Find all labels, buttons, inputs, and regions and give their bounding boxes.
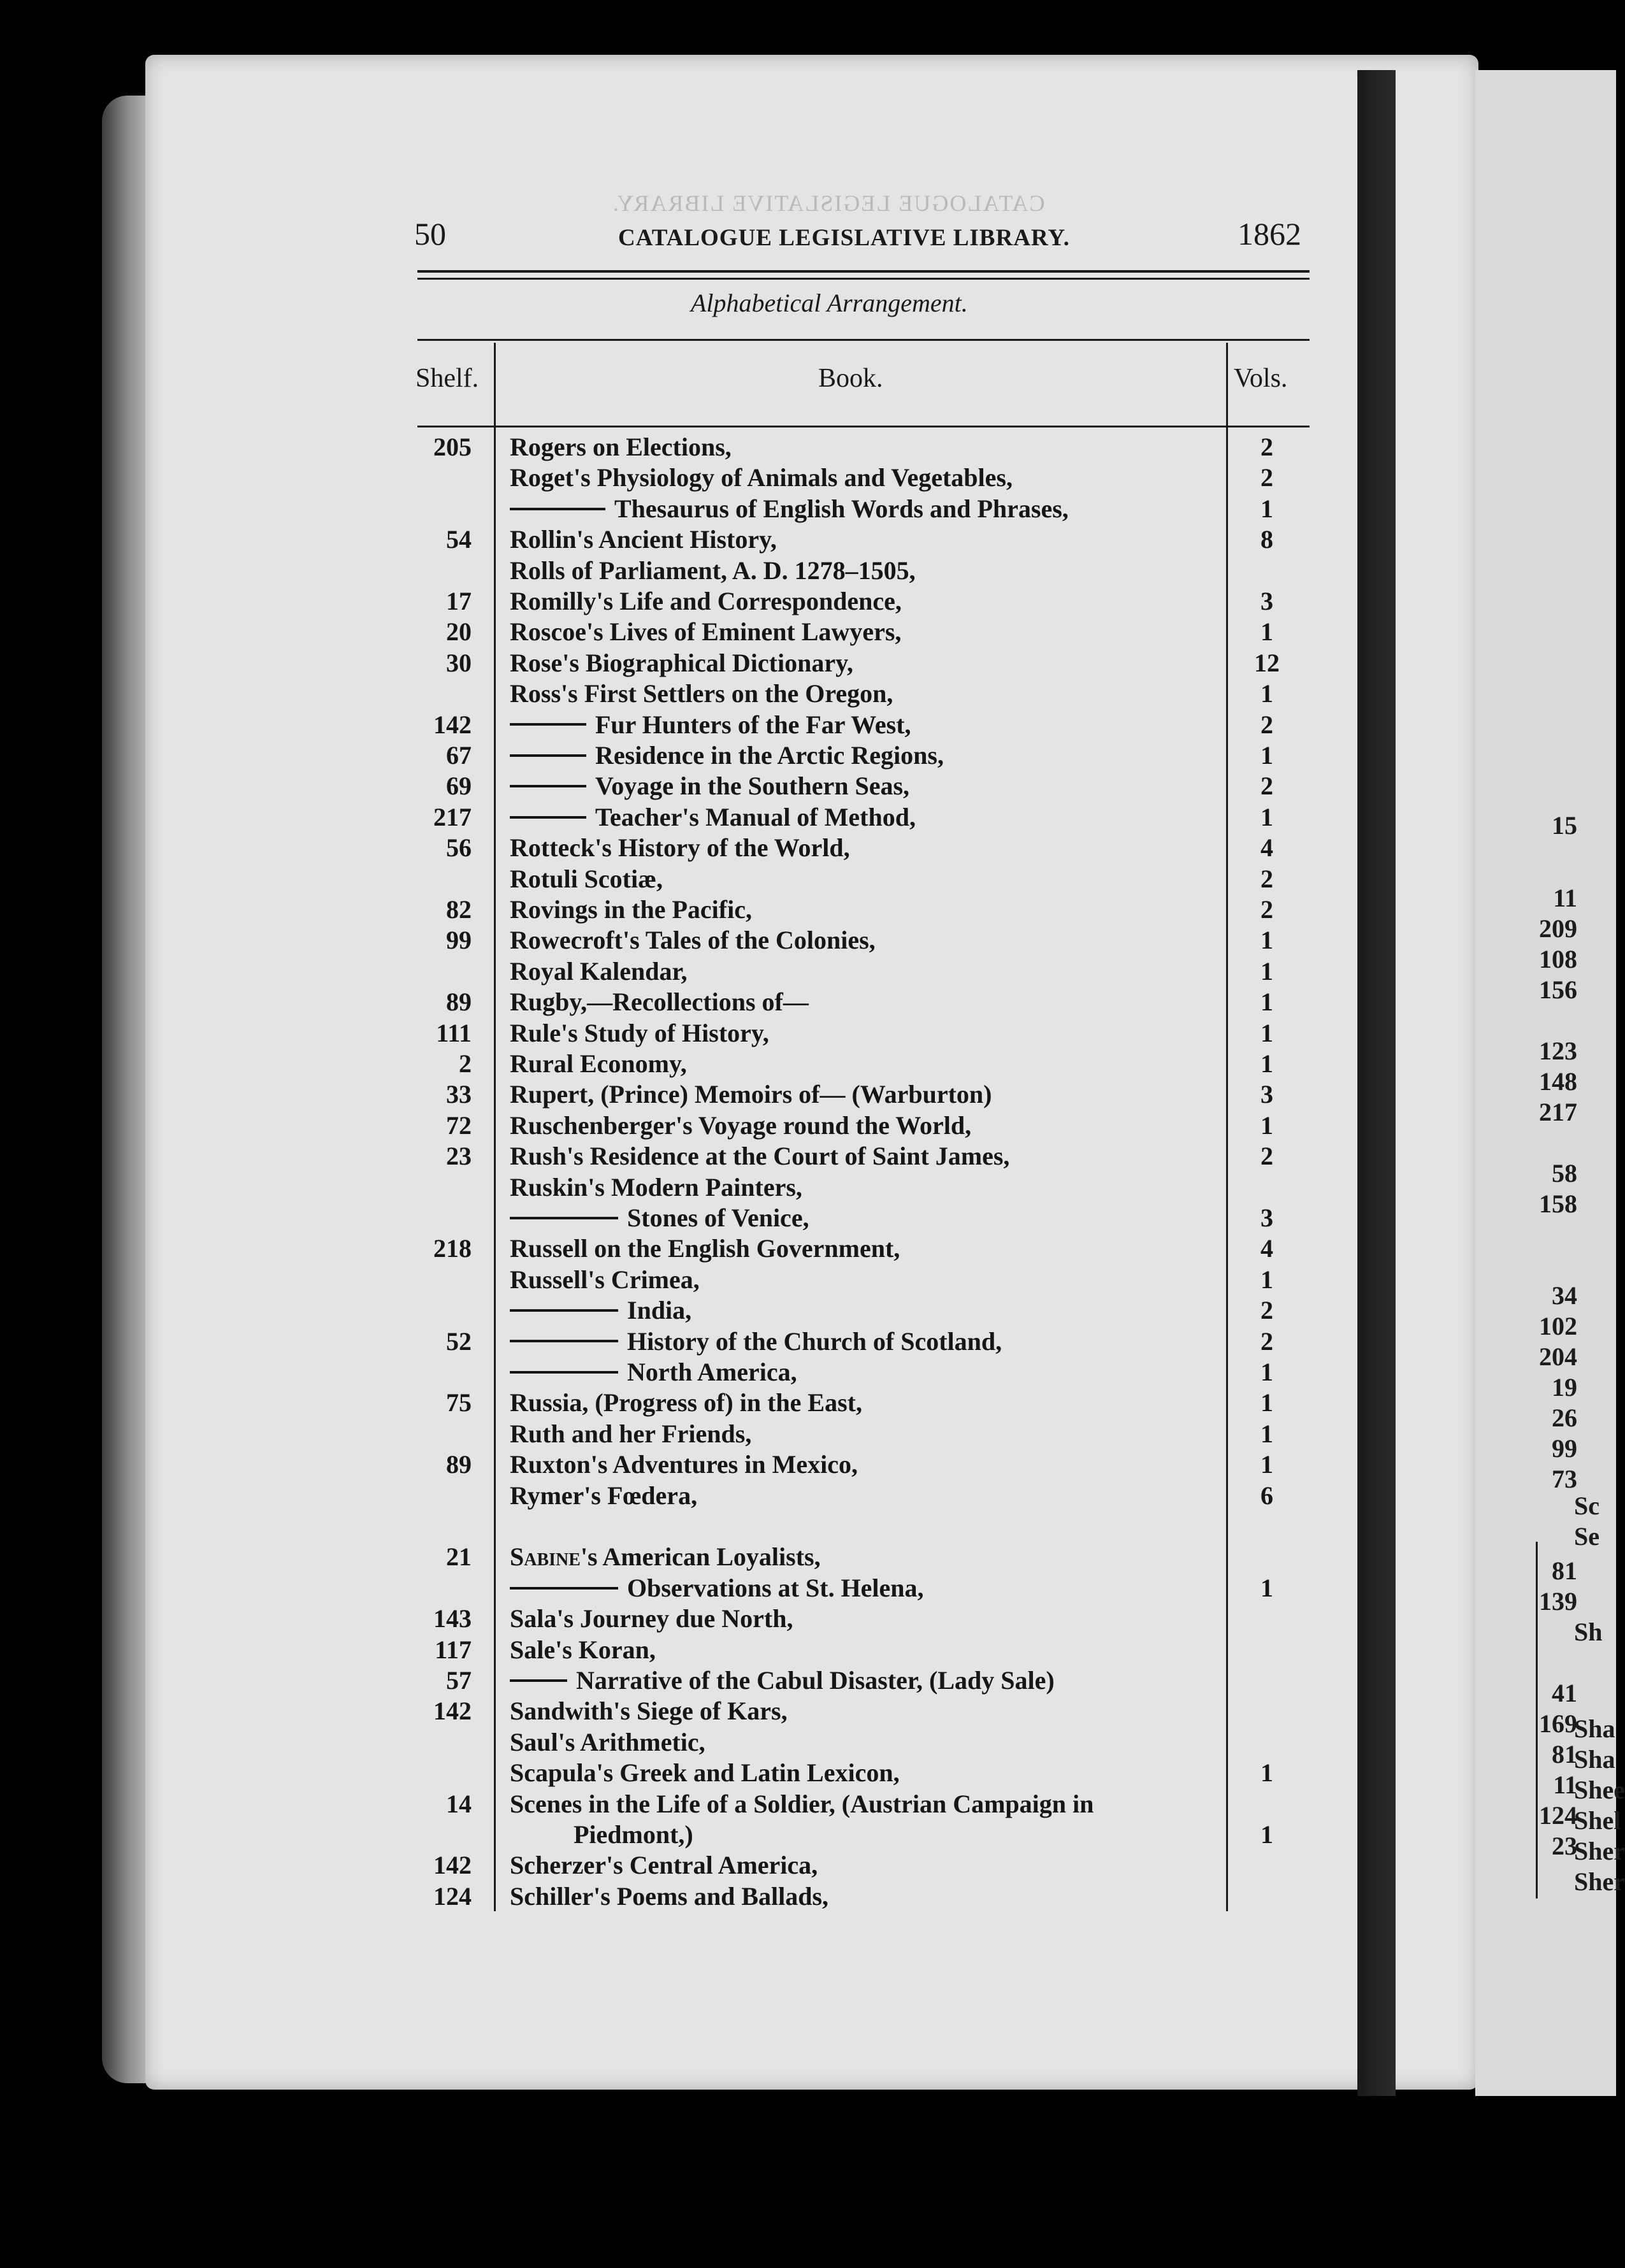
volume-count: 1 [1260, 1573, 1273, 1602]
book-title-text: Residence in the Arctic Regions, [595, 741, 944, 770]
header-rule-bottom [417, 278, 1310, 280]
volume-count: 1 [1260, 679, 1273, 708]
book-title [510, 1449, 858, 1479]
volume-count: 1 [1260, 802, 1273, 831]
book-title-text: Saul's Arithmetic, [510, 1727, 705, 1756]
facing-page-shelf-number: 139 [1539, 1587, 1577, 1616]
facing-page-entry-fragment: Sh [1574, 1618, 1603, 1646]
volume-count: 2 [1260, 1142, 1273, 1171]
volume-count: 3 [1260, 1080, 1273, 1109]
facing-page-shelf-number: 34 [1552, 1281, 1577, 1310]
shelf-number: 75 [446, 1388, 472, 1418]
book-title-text: Sandwith's Siege of Kars, [510, 1697, 788, 1726]
volume-count: 1 [1260, 1265, 1273, 1294]
book-title [510, 1881, 828, 1911]
volume-count: 2 [1260, 1296, 1273, 1325]
shelf-number: 89 [446, 987, 472, 1017]
ditto-dash [510, 1371, 618, 1374]
volume-count: 1 [1260, 1049, 1273, 1078]
volume-count: 1 [1260, 1388, 1273, 1418]
facing-page-shelf-number: 26 [1552, 1403, 1577, 1432]
ditto-dash [510, 1340, 618, 1342]
book-title-text: Schiller's Poems and Ballads, [510, 1881, 829, 1911]
book-title-text: Rush's Residence at the Court of Saint James, [510, 1142, 1010, 1171]
volume-count: 2 [1260, 1326, 1273, 1356]
facing-page-column-divider [1536, 1542, 1538, 1898]
book-title-text: Rowecroft's Tales of the Colonies, [510, 926, 876, 955]
book-title-text: Rotteck's History of the World, [510, 833, 850, 863]
facing-page-entry-fragment: Sha [1574, 1745, 1615, 1774]
volume-count: 1 [1260, 741, 1273, 770]
shelf-number: 52 [446, 1326, 472, 1356]
shelf-number: 99 [446, 926, 472, 955]
book-title [510, 1542, 821, 1572]
book-title-text: Scapula's Greek and Latin Lexicon, [510, 1758, 900, 1788]
volume-count: 2 [1260, 772, 1273, 801]
book-title-text: Rymer's Fœdera, [510, 1481, 698, 1510]
book-title [510, 1326, 1002, 1356]
book-title [510, 617, 901, 647]
bleed-through-header: CATALOGUE LEGISLATIVE LIBRARY. [612, 190, 1045, 216]
column-header-book: Book. [818, 364, 883, 393]
book-title [510, 1573, 924, 1603]
header-rule-top [417, 270, 1310, 273]
facing-page-shelf-number: 148 [1539, 1067, 1577, 1096]
book-title-text: Rose's Biographical Dictionary, [510, 648, 853, 677]
book-title [510, 1203, 809, 1233]
volume-count: 2 [1260, 710, 1273, 739]
book-title-text: Voyage in the Southern Seas, [595, 772, 910, 801]
section-title: Alphabetical Arrangement. [691, 289, 968, 317]
shelf-number: 20 [446, 617, 472, 647]
facing-page-shelf-number: 81 [1552, 1556, 1577, 1585]
book-title [510, 1635, 656, 1665]
facing-page-shelf-number: 217 [1539, 1098, 1577, 1126]
book-title-text: Ruskin's Modern Painters, [510, 1172, 802, 1202]
ditto-dash [510, 1309, 618, 1312]
book-title [510, 1079, 992, 1109]
book-title-text: Rotuli Scotiæ, [510, 864, 663, 893]
ditto-dash [510, 1679, 567, 1682]
shelf-number: 218 [433, 1234, 472, 1263]
book-title [510, 925, 876, 955]
book-title-text: Ruschenberger's Voyage round the World, [510, 1110, 972, 1140]
book-title-text: Rural Economy, [510, 1049, 687, 1078]
book-title-text: Roget's Physiology of Animals and Vegetables, [510, 463, 1013, 492]
book-title-text: Rovings in the Pacific, [510, 895, 752, 924]
volume-count: 2 [1260, 895, 1273, 924]
book-title [510, 802, 916, 832]
facing-page-entry-fragment: Sher [1574, 1867, 1625, 1896]
book-gutter [1357, 70, 1396, 2096]
book-title [510, 494, 1069, 524]
ditto-dash [510, 1217, 618, 1219]
book-title [510, 1357, 797, 1387]
book-title [510, 432, 732, 462]
book-title-text: Scenes in the Life of a Soldier, (Austrian Campaign in [510, 1789, 1094, 1818]
shelf-number: 117 [435, 1635, 472, 1664]
book-title-text: India, [627, 1296, 692, 1325]
facing-page-shelf-number: 204 [1539, 1342, 1577, 1371]
volume-count: 6 [1260, 1481, 1273, 1510]
book-title-text: Ruxton's Adventures in Mexico, [510, 1450, 858, 1479]
book-title-text: 's American Loyalists, [580, 1542, 821, 1572]
shelf-number: 33 [446, 1080, 472, 1109]
facing-page-shelf-number: 11 [1553, 884, 1577, 912]
volume-count: 2 [1260, 433, 1273, 461]
shelf-number: 142 [433, 710, 472, 739]
book-title [510, 864, 663, 894]
book-title-text: Sale's Koran, [510, 1635, 656, 1664]
book-title-text: Rule's Study of History, [510, 1018, 769, 1047]
facing-page-shelf-number: 124 [1539, 1801, 1577, 1830]
facing-page-shelf-number: 99 [1552, 1434, 1577, 1463]
facing-page-shelf-number: 108 [1539, 945, 1577, 973]
book-title [510, 1018, 769, 1048]
volume-count: 1 [1260, 1110, 1273, 1140]
ditto-dash [510, 723, 586, 726]
facing-page-shelf-number: 102 [1539, 1312, 1577, 1340]
book-title [510, 1049, 687, 1079]
shelf-number: 30 [446, 648, 472, 677]
shelf-number: 72 [446, 1110, 472, 1140]
book-title-text: Royal Kalendar, [510, 956, 688, 986]
volume-count: 3 [1260, 1203, 1273, 1232]
facing-page-shelf-number: 23 [1552, 1832, 1577, 1860]
shelf-number: 124 [433, 1881, 472, 1911]
book-title-text: Observations at St. Helena, [627, 1573, 924, 1602]
book-title [510, 1758, 900, 1788]
volume-count: 1 [1260, 926, 1273, 955]
book-title [510, 740, 944, 770]
volume-count: 2 [1260, 864, 1273, 893]
book-title [510, 586, 902, 616]
shelf-number: 89 [446, 1450, 472, 1479]
book-title-text: Russell's Crimea, [510, 1265, 700, 1294]
facing-page-shelf-number: 19 [1552, 1373, 1577, 1402]
volume-count: 1 [1260, 617, 1273, 647]
ditto-dash [510, 508, 605, 510]
book-title-text: Teacher's Manual of Method, [595, 802, 916, 831]
facing-page-entry-fragment: Shee [1574, 1776, 1625, 1804]
book-title [510, 1604, 793, 1633]
facing-page-shelf-number: 123 [1539, 1037, 1577, 1065]
book-title-text: Rolls of Parliament, A. D. 1278–1505, [510, 556, 916, 585]
facing-page-shelf-number: 41 [1552, 1679, 1577, 1707]
shelf-number: 143 [433, 1604, 472, 1633]
book-title [510, 524, 777, 554]
volume-count: 1 [1260, 987, 1273, 1017]
book-title [510, 1295, 691, 1325]
book-title [510, 1110, 971, 1140]
shelf-number: 142 [433, 1697, 472, 1726]
book-title [510, 556, 916, 585]
volume-count: 8 [1260, 525, 1273, 554]
column-divider-shelf [494, 343, 496, 1911]
volume-count: 1 [1260, 1358, 1273, 1386]
book-title [510, 678, 893, 708]
book-title [510, 463, 1013, 492]
book-title [510, 1481, 697, 1511]
shelf-number: 142 [433, 1851, 472, 1880]
book-title [574, 1819, 693, 1849]
volume-count: 1 [1260, 494, 1273, 523]
volume-count: 1 [1260, 1419, 1273, 1448]
shelf-number: 17 [446, 587, 472, 615]
facing-page-shelf-number: 73 [1552, 1465, 1577, 1493]
volume-count: 4 [1260, 1234, 1273, 1263]
book-title [510, 1789, 1094, 1819]
shelf-number: 2 [459, 1049, 472, 1078]
page-year: 1862 [1238, 216, 1301, 252]
book-title-text: Stones of Venice, [627, 1203, 809, 1232]
book-title [510, 1665, 1055, 1695]
book-title-text: Ruth and her Friends, [510, 1419, 752, 1448]
book-title-text: Piedmont,) [574, 1820, 693, 1849]
book-title [510, 1696, 788, 1726]
ditto-dash [510, 816, 586, 819]
book-title [510, 833, 850, 863]
shelf-number: 23 [446, 1142, 472, 1171]
book-title [510, 987, 809, 1017]
book-title-text: Roscoe's Lives of Eminent Lawyers, [510, 617, 902, 647]
book-title [510, 1850, 818, 1880]
volume-count: 1 [1260, 1450, 1273, 1479]
facing-page-shelf-number: 169 [1539, 1709, 1577, 1738]
book-title-text: History of the Church of Scotland, [627, 1326, 1002, 1356]
shelf-number: 205 [433, 433, 472, 461]
facing-page-shelf-number: 81 [1552, 1740, 1577, 1769]
book-title-text: Ross's First Settlers on the Oregon, [510, 679, 893, 708]
facing-page-entry-fragment: Shel [1574, 1806, 1621, 1835]
shelf-number: 82 [446, 895, 472, 924]
book-title-text: Sala's Journey due North, [510, 1604, 793, 1633]
facing-page-shelf-number: 158 [1539, 1189, 1577, 1218]
shelf-number: 54 [446, 525, 472, 554]
shelf-number: 21 [446, 1542, 472, 1572]
book-title [510, 1388, 862, 1418]
facing-page-entry-fragment: Sher [1574, 1837, 1625, 1865]
shelf-number: 14 [446, 1789, 472, 1818]
book-title-text: Rogers on Elections, [510, 433, 732, 461]
running-title: CATALOGUE LEGISLATIVE LIBRARY. [618, 225, 1070, 251]
book-title [510, 1172, 802, 1202]
book-title [510, 956, 688, 986]
book-title-text: Scherzer's Central America, [510, 1851, 818, 1880]
book-title-text: Russell on the English Government, [510, 1234, 900, 1263]
page-number: 50 [414, 216, 446, 252]
facing-page-shelf-number: 209 [1539, 914, 1577, 943]
facing-page-entry-fragment: Sc [1574, 1491, 1600, 1520]
shelf-number: 111 [436, 1018, 472, 1047]
facing-page-shelf-number: 156 [1539, 975, 1577, 1004]
table-top-rule [417, 339, 1310, 341]
ditto-dash [510, 785, 586, 787]
shelf-number: 217 [433, 802, 472, 831]
book-title-text: Fur Hunters of the Far West, [595, 710, 911, 739]
volume-count: 1 [1260, 1018, 1273, 1047]
shelf-number: 57 [446, 1666, 472, 1695]
book-title-text: Russia, (Progress of) in the East, [510, 1388, 862, 1418]
book-title [510, 648, 853, 678]
volume-count: 3 [1260, 587, 1273, 615]
ditto-dash [510, 754, 586, 757]
facing-page-shelf-number: 58 [1552, 1159, 1577, 1188]
book-title [510, 1141, 1009, 1171]
volume-count: 1 [1260, 1820, 1273, 1849]
ditto-dash [510, 1587, 618, 1590]
volume-count: 2 [1260, 463, 1273, 492]
book-title [510, 1233, 900, 1263]
facing-page-entry-fragment: Sha [1574, 1714, 1615, 1743]
book-title-text: Rugby,—Recollections of— [510, 987, 809, 1017]
book-title [510, 894, 752, 924]
book-title [510, 1265, 700, 1295]
column-header-vols: Vols. [1234, 364, 1288, 393]
book-title [510, 1419, 751, 1449]
shelf-number: 69 [446, 772, 472, 801]
book-title [510, 771, 909, 801]
volume-count: 4 [1260, 833, 1273, 863]
volume-count: 1 [1260, 1758, 1273, 1788]
facing-page-shelf-number: 15 [1552, 811, 1577, 840]
book-title [510, 1727, 705, 1757]
shelf-number: 67 [446, 741, 472, 770]
book-title-text: Romilly's Life and Correspondence, [510, 587, 902, 615]
book-title-text: North America, [627, 1358, 797, 1386]
book-title [510, 710, 911, 740]
facing-page-shelf-number: 11 [1553, 1770, 1577, 1799]
volume-count: 1 [1260, 956, 1273, 986]
book-title-text: Rupert, (Prince) Memoirs of— (Warburton) [510, 1080, 992, 1109]
facing-page-entry-fragment: Se [1574, 1522, 1600, 1551]
book-title-text: Rollin's Ancient History, [510, 525, 777, 554]
table-header-rule [417, 426, 1310, 427]
shelf-number: 56 [446, 833, 472, 863]
column-header-shelf: Shelf. [415, 364, 479, 393]
book-title-text: Thesaurus of English Words and Phrases, [614, 494, 1069, 523]
author-name-small-caps: Sabine [510, 1542, 581, 1572]
book-title-text: Narrative of the Cabul Disaster, (Lady Sale) [576, 1666, 1055, 1695]
column-divider-vols [1226, 343, 1228, 1911]
volume-count: 12 [1254, 648, 1280, 677]
